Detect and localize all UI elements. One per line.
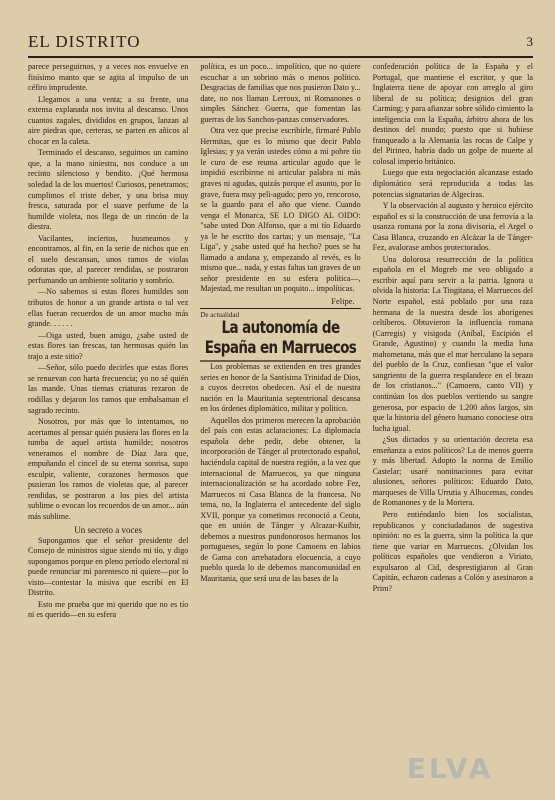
paragraph: Otra vez que precise escribirle, firmaré Pablo Hermitas, que es lo mismo que decir Pablo Iglesias; y ya verán ustedes cómo a mi pobre tío le curo de ese reuma articular agudo que le impidió escribirme ni articular palabra ni más graves ni agudas, quizás porque el asunto, por lo grave, fuera muy peli-agudo; pero yo, rencoroso, se la guardo para el año que viene. Cuando venga el Monarca, SE LO DIGO AL OIDO: "sabe usted Don Alfonso, que a mi tío Eduardo ya le he escrito dos cartas; y un mensaje, "La Liga", y ¿sabe usted qué ha hecho? pues se ha llamado a andana y, empezando al revés, es lo mismo que... nada, y estas faltas tan graves de un señor presidente en su esfera política—, Majestad, me resultan un poquito... impolíticas. — [200, 126, 361, 294]
paragraph: —Oiga usted, buen amigo, ¿sabe usted de estas flores tan frescas, tan hermosas quién las trajo a este sitio? — [28, 330, 189, 361]
paragraph: Supongamos que el señor presidente del Consejo de ministros sigue siendo mi tío, y digo supongamos porque en pleno período electoral ni puede renunciar mi parentesco ni quiere—por lo visto—contestar la misiva que escribí en El Distrito. — [28, 535, 189, 598]
paragraph: parece perseguirnos, y a veces nos envuelve en finísimo manto que se agita al impulso de un céfiro imprudente. — [28, 62, 189, 93]
paragraph: Pero entiéndanlo bien los socialistas, republicanos y conciudadanos de sugestiva opinión: no es la guerra, sino la política la que tiene que variar en Marruecos. ¿Olvidan los políticos españoles que vendieron a Viriato, expulsaron al Cid, desprestigiaron al Gran Capitán, echaron cadenas a Colón y asesinaron a Prim? — [372, 509, 533, 593]
paragraph: Aquellos dos primeros merecen la aprobación del país con estas aclaraciones: La diplomacia española debe pedir, debe obtener, la incorporación de Tánger al protectorado español, haciéndola capital de nuestra región, a la vez que internacional de Marruecos, ya que ninguna internacionalización se ha acordado sobre Fez, Marruecos ni Casa Blanca de la francesa. No tema, no, la Inglaterra el antecedente del siglo XVII, porque ya cometimos reconoció a Ceuta, que en unión de Tánger y Alcazar-Kuibir, debemos a nuestros pundonorosos hermanos los portugueses, según lo pone Camoens en labios de Gama con arrebatadora elocuencia, a cuyo pueblo queda lo de debemos mancomunidad en Mauritania, que será una de las bases de la — [200, 415, 361, 583]
article-title: La autonomía de España en Marruecos — [200, 315, 360, 361]
col1-body — [28, 62, 188, 523]
article-separator — [200, 308, 360, 309]
column-3 — [373, 62, 533, 782]
column-2 — [200, 62, 360, 782]
header-rule — [28, 56, 533, 58]
paragraph: Una dolorosa resurrección de la política española en el Mogreb me veo obligado a escribir aquí para servir a la patria. Ignora u olvida la historia: La Tingitana, el Marruecos del Norte español, está poblado por una raza hermana de la nuestra desde los aborígenes celtíberos. Obtuvieron la influencia romana (Carregis) y visigoda (Aníbal, Escipión el Grande, Agustino) y cuando la media luna mahometana, más que el mar herculano la separa del pueblo de la Cruz, confiesan "que el valor sangriento de la guerra resplandece en el brazo de los cristianos..." (Camoens, canto VII) y continúan los dos pueblos vertiendo su sangre generosa, por espacio de 1.200 años largos, sin que la historia del género humano conociese otra lucha igual. — [372, 254, 533, 433]
paragraph: ¿Sus dictados y su orientación decreta esa enseñanza a estos políticos? La de menos guerra y más libertad. Adopto la norma de Emilio Castelar; usaré nominaciones para evitar alusiones, señores políticos: Eduardo Dato, marqueses de Villa Urrutia y Alhucemas, condes de Romanones y de la Mortera. — [372, 435, 533, 508]
col3-body — [373, 62, 533, 594]
paragraph: Llegamos a una venta; a su frente, una extensa explanada nos invita al descanso. Unos cuantos zagales, divididos en grupos, lanzan al aire piedras que, certeras, se parten en añicos al chocar en la caleta. — [28, 94, 189, 146]
columns — [28, 62, 533, 782]
col1-body-2 — [28, 536, 188, 621]
paragraph: confederación política de la España y el Portugal, que mantiene el escritor, y que la Inglaterra tiene de apoyar con arreglo al giro liberal de su política; designios del gran Carming; y para afianzar sobre sólido cimiento la inteligencia con la España, árbitro ahora de los destinos del mundo; puesto que si hubiese franqueado a la Alemania las rocas de Calpe y del Pirineo, habría dado un golpe de muerte al colosal imperio británico. — [372, 62, 533, 166]
paragraph: —Señor, sólo puedo decirles que estas flores se renuevan con harta frecuencia; yo no sé quién las mande. Unas tiernas criaturas rezaron de rodillas y dejaron los ramos que embalsaman el sagrado recinto. — [28, 363, 189, 415]
col2-body — [200, 62, 360, 295]
section-heading: Un secreto a voces — [74, 524, 143, 535]
paragraph: Y la observación al augusto y heroico ejército español es si la construcción de una ferrovía a la usanza romana por la zona divisoria, el Argel o Casa Blanca, cruzando en Alcázar la de Tánger-Fez, avalorase ambos protectorados. — [372, 201, 533, 253]
paragraph: Luego que esta negociación alcanzase estado diplomático será reproducida a todas las potencias signatarias de Algeciras. — [372, 168, 533, 199]
paragraph: Vacilantes, inciertos, husmeamos y encontramos, al fin, en la serie de nichos que en el suelo descansan, unos ramos de violas odoratas que, al parecer rendidas, se postraron perfumando un ambiente solitario y sombrío. — [28, 233, 189, 285]
paragraph: política, es un poco... impolítico, que no quiere escuchar a un sobrino más o menos político. Desgracias de familias que nos pusieron Dato y... date, no nos llaman Lerroux, ni Romanones o simples Sánchez Guerra, que fomentan las guerras de los Sanchos-panzas conservadores. — [200, 62, 361, 124]
paragraph: Terminado el descanso, seguimos un camino que, a la mano siniestra, nos conduce a un recinto silencioso y bendito. ¡Qué hermosa soledad la de los muertos! Curiosos, penetramos; cumplimos el triste deber, y una brisa muy fresca, saturada por el suave perfume de la humilde violeta, nos llega de un rincón de la diestra. — [28, 148, 189, 232]
archive-watermark: ELVA — [406, 751, 494, 785]
article-signature: Felipe. — [331, 296, 355, 307]
paragraph: Esto me prueba que mi querido que no es tío ni es querido—en su esfera — [28, 599, 189, 620]
paragraph: —No sabemos si estas flores humildes son tributos de honor a un grande artista o tal vez ellas fueran recuerdos de un amor mucho más grande. . . . . . — [28, 287, 189, 329]
page-number: 3 — [526, 34, 533, 49]
page-header — [28, 32, 533, 54]
paragraph: Nosotros, por más que lo intentamos, no acertamos al pensar quién pusiera las flores en la tumba de aquel artista humilde; nosotros veneramos el nombre de Díaz Jara que, empuñando el cincel de su eterna sonrisa, supo esculpir, valiente, corazones hermosos que pusieran los ramos de violetas que, al parecer rendidas, se postraron a los pies del artista sublime o evocan los recuerdos de un amor... aún más sublime. — [28, 417, 189, 521]
column-1 — [28, 62, 188, 782]
masthead-title: EL DISTRITO — [28, 32, 141, 51]
paragraph: Los problemas se extienden en tres grandes series en honor de la Santísima Trinidad de Dios, a cuyos decretos obedecen. Así el de nuestra nación en la Mauritania septentrional descansa en los órdenes diplomático, militar y político. — [200, 362, 361, 414]
section-kicker: De actualidad — [200, 311, 240, 320]
col2-body-2 — [200, 362, 360, 584]
